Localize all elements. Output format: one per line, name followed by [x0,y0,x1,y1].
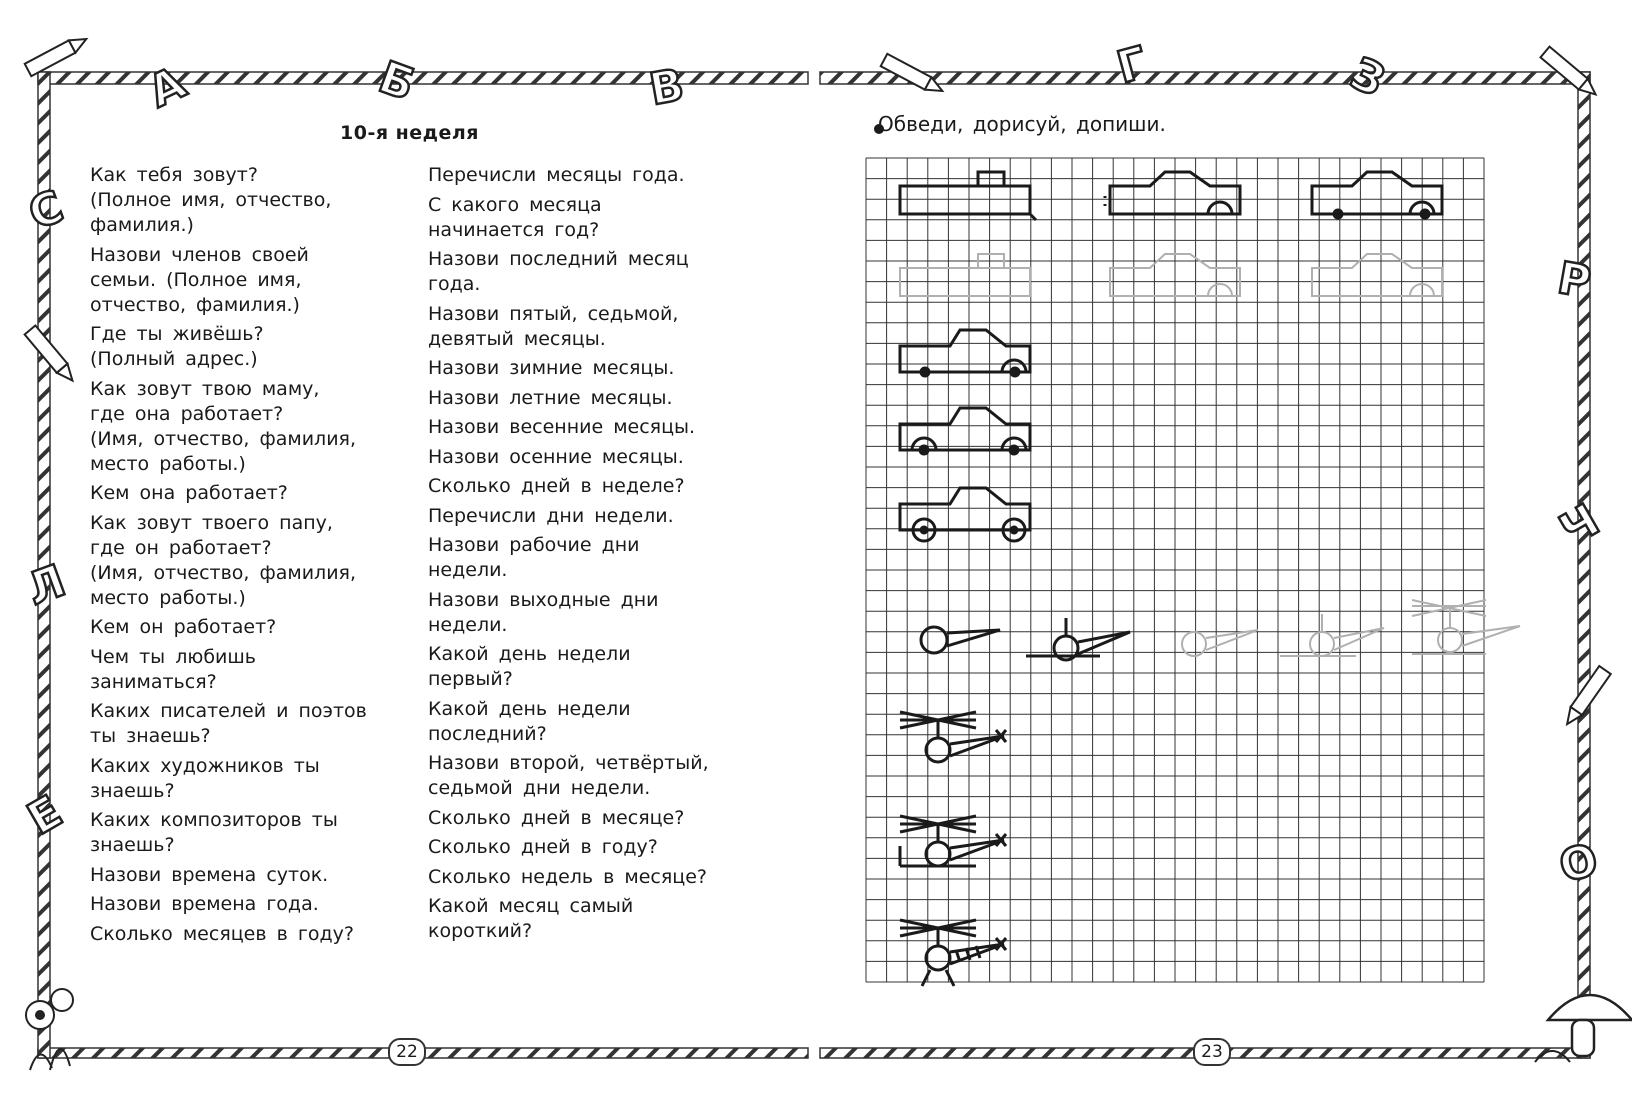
border-letter-e: Е [19,785,71,846]
question-item: Сколько дней в месяце? [428,806,685,829]
question-item: Назови зимние месяцы. [428,357,675,379]
border-letter-o: О [1554,834,1604,893]
question-item: Назови времена суток. [90,863,329,886]
question-item: Назови весенние месяцы. [428,416,696,438]
question-item: Назови осенние месяцы. [428,445,684,468]
question-item: Сколько дней в году? [428,836,658,858]
question-item: Сколько дней в неделе? [428,475,685,497]
border-letter-z: З [1342,47,1393,108]
question-item: Как зовут твоего папу, где он работает? (Имя, отчество, фамилия, место работы.) [90,511,357,609]
border-letter-v: В [645,59,688,116]
border-letter-g: Г [1111,37,1153,94]
page-number: 22 [388,1038,426,1066]
question-item: Назови второй, четвёртый, седьмой дни недели. [428,752,709,799]
border-letter-a: А [140,57,194,118]
question-item: Сколько месяцев в году? [90,922,354,945]
question-item: Назови рабочие дни недели. [428,534,640,581]
question-item: Какой месяц самый короткий? [428,895,634,942]
border-letter-s: С [22,181,71,240]
question-item: Какой день недели первый? [428,643,631,690]
border-letter-r: Р [1553,252,1595,309]
question-item: Каких художников ты знаешь? [90,754,320,802]
instruction-text: Обведи, дорисуй, допиши. [878,112,1166,136]
question-item: Назови летние месяцы. [428,386,673,409]
border-letter-b: Б [372,51,422,112]
question-item: Чем ты любишь заниматься? [90,645,256,693]
question-item: Какой день недели последний? [428,697,631,745]
question-item: Как тебя зовут? (Полное имя, отчество, фамилия.) [90,164,332,236]
question-item: Кем он работает? [90,616,277,638]
question-item: Назови пятый, седьмой, девятый месяцы. [428,302,679,350]
question-item: Сколько недель в месяце? [428,865,708,888]
page-number: 23 [1193,1038,1231,1066]
question-item: Каких композиторов ты знаешь? [90,809,338,856]
question-item: Кем она работает? [90,482,288,504]
question-item: Назови выходные дни недели. [428,588,659,636]
question-item: Перечисли дни недели. [428,504,674,527]
question-item: Назови последний месяц года. [428,248,689,295]
border-letter-ch: Ч [1551,494,1608,557]
question-item: Назови членов своей семьи. (Полное имя, отчество, фамилия.) [90,243,309,316]
question-item: Перечисли месяцы года. [428,164,685,186]
border-letter-l: Л [20,555,73,616]
question-item: С какого месяца начинается год? [428,193,602,241]
question-item: Где ты живёшь? (Полный адрес.) [90,323,264,370]
question-item: Каких писателей и поэтов ты знаешь? [90,700,367,747]
question-item: Назови времена года. [90,893,319,915]
page-title: 10-я неделя [340,122,480,144]
question-item: Как зовут твою маму, где она работает? (Имя, отчество, фамилия, место работы.) [90,377,357,475]
